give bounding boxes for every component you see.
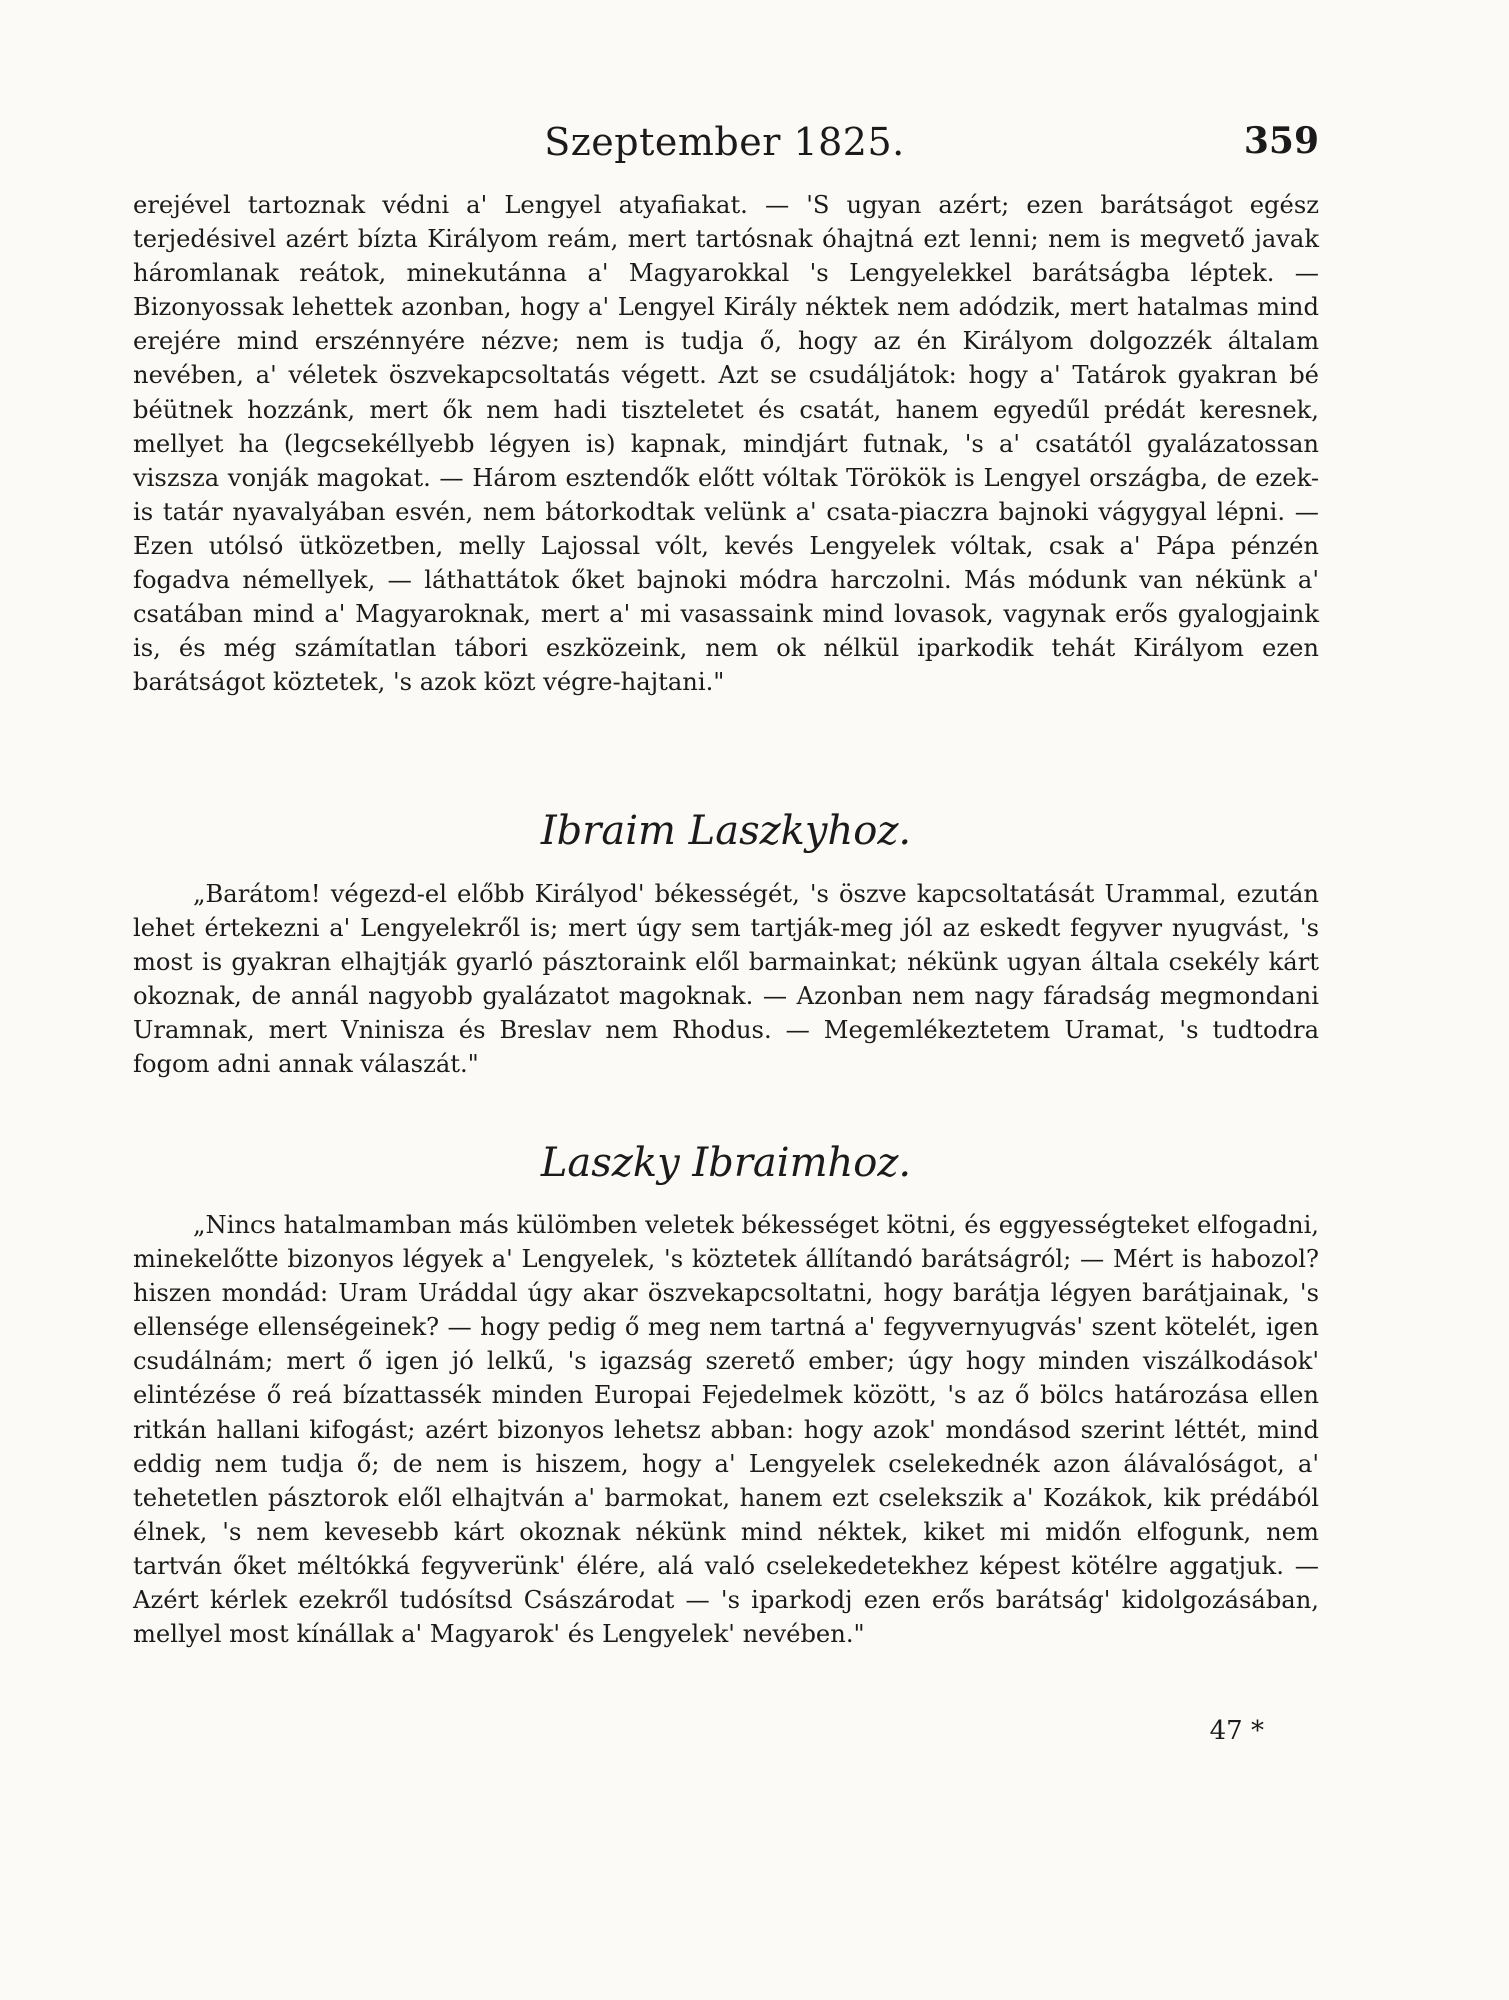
letter-heading-ibraim-to-laszky: Ibraim Laszkyhoz. [540,808,912,854]
page-number: 359 [1243,120,1319,162]
paragraph-laszky-letter: „Nincs hatalmamban más külömben veletek békességet kötni, és eggyességteket elfogadni, minekelőtte bizonyos légyek a' Lengyelek, 's köztetek állítandó barátságról; — Mért is habozol? hiszen mondád: Uram Uráddal úgy akar öszvekapcsoltatni, hogy barátja légyen barátjainak, 's ellensége ellenségeinek? — hogy pedig ő meg nem tartná a' fegyvernyugvás' szent kötelét, igen csudálnám; mert ő igen jó lelkű, 's igazság szerető ember; úgy hogy minden viszálkodások' elintézése ő reá bízattassék minden Europai Fejedelmek között, 's az ő bölcs határozása ellen ritkán hallani kifogást; azért bizonyos lehetsz abban: hogy azok' mondásod szerint léttét, mind eddig nem tudja ő; de nem is hiszem, hogy a' Lengyelek cselekednék azon álávalóságot, a' tehetetlen pásztorok elől elhajtván a' barmokat, hanem ezt cselekszik a' Kozákok, kik prédából élnek, 's nem kevesebb kárt okoznak nékünk mind néktek, kiket mi midőn elfogunk, nem tartván őket méltókká fegyverünk' élére, alá való cselekedetekhez képest kötélre aggatjuk. — Azért kérlek ezekről tudósítsd Császárodat — 's iparkodj ezen erős barátság' kidolgozásában, mellyel most kínállak a' Magyarok' és Lengyelek' nevében." [133,1211,1319,1649]
running-title: Szeptember 1825. [544,120,905,164]
paragraph-ibraim-letter: „Barátom! végezd-el előbb Királyod' békességét, 's öszve kapcsoltatását Urammal, ezután lehet értekezni a' Lengyelekről is; mert úgy sem tartják-meg jól az eskedt fegyver nyugvást, 's most is gyakran elhajtják gyarló pásztoraink elől barmainkat; nékünk ugyan általa csekély kárt okoznak, de annál nagyobb gyalázatot magoknak. — Azonban nem nagy fáradság megmondani Uramnak, mert Vninisza és Breslav nem Rhodus. — Megemlékeztetem Uramat, 's tudtodra fogom adni annak válaszát." [133,880,1319,1079]
signature-mark: 47 * [1209,1716,1264,1746]
letter-heading-laszky-to-ibraim: Laszky Ibraimhoz. [540,1140,912,1186]
paragraph-continued-letter: erejével tartoznak védni a' Lengyel atyafiakat. — 'S ugyan azért; ezen barátságot egész terjedésivel azért bízta Királyom reám, mert tartósnak óhajtná ezt lenni; nem is megvető javak háromlanak reátok, minekutánna a' Magyarokkal 's Lengyelekkel barátságba léptek. — Bizonyossak lehettek azonban, hogy a' Lengyel Király néktek nem adódzik, mert hatalmas mind erejére mind erszénnyére nézve; nem is tudja ő, hogy az én Királyom dolgozzék általam nevében, a' véletek öszvekapcsoltatás végett. Azt se csudáljátok: hogy a' Tatárok gyakran bé béütnek hozzánk, mert ők nem hadi tiszteletet és csatát, hanem egyedűl prédát keresnek, mellyet ha (legcsekéllyebb légyen is) kapnak, mindjárt futnak, 's a' csatától gyalázatossan viszsza vonják magokat. — Három esztendők előtt vóltak Törökök is Lengyel országba, de ezek-is tatár nyavalyában esvén, nem bátorkodtak velünk a' csata-piaczra bajnoki vágygyal lépni. — Ezen utólsó ütközetben, melly Lajossal vólt, kevés Lengyelek vóltak, csak a' Pápa pénzén fogadva némellyek, — láthattátok őket bajnoki módra harczolni. Más módunk van nékünk a' csatában mind a' Magyaroknak, mert a' mi vasassaink mind lovasok, vagynak erős gyalogjaink is, és még számítatlan tábori eszközeink, nem ok nélkül iparkodik tehát Királyom ezen barátságot köztetek, 's azok közt végre-hajtani." [133,191,1319,697]
running-head [130,120,1319,180]
